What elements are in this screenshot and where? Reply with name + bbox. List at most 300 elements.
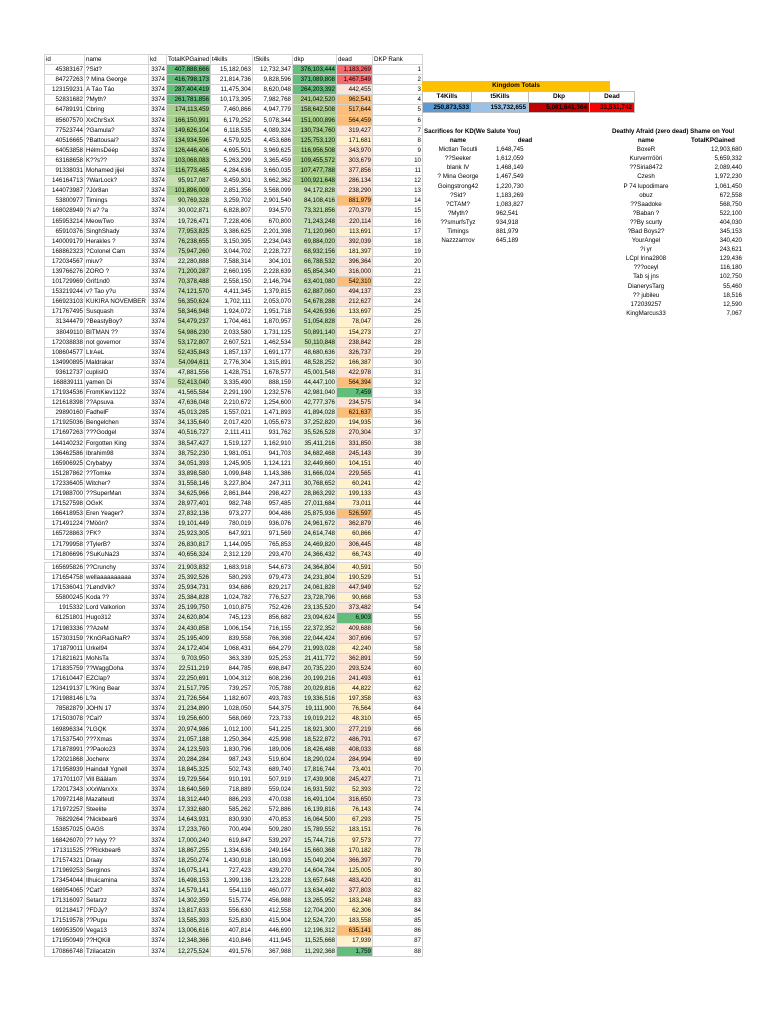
table-cell: 3374 xyxy=(149,125,167,135)
table-cell: Kurverrrööri xyxy=(629,155,663,163)
column-header: kd xyxy=(149,55,167,65)
table-cell: Steelite xyxy=(85,805,149,815)
table-cell: 42,777,376 xyxy=(293,398,337,408)
table-row xyxy=(45,337,423,347)
list-item xyxy=(610,163,744,172)
table-cell: 82 xyxy=(373,886,423,896)
table-cell: 238,290 xyxy=(337,186,373,196)
table-cell: 41,894,028 xyxy=(293,408,337,418)
table-cell: 3374 xyxy=(149,845,167,855)
table-cell: 17,939 xyxy=(337,936,373,946)
table-cell: 68,932,156 xyxy=(293,246,337,256)
table-cell: 12,732,347 xyxy=(253,65,293,75)
table-cell: Ibrahim98 xyxy=(85,448,149,458)
sacrifices-table xyxy=(422,136,556,245)
table-cell: 55800245 xyxy=(45,593,85,603)
table-cell: 91338031 xyxy=(45,166,85,176)
table-row xyxy=(45,65,423,75)
table-row xyxy=(45,327,423,337)
list-item xyxy=(610,200,744,209)
table-cell: 63 xyxy=(373,694,423,704)
table-cell: 270,304 xyxy=(337,428,373,438)
table-cell: 18,522,872 xyxy=(293,734,337,744)
table-cell: 3374 xyxy=(149,65,167,75)
table-cell: 3374 xyxy=(149,539,167,549)
table-row xyxy=(45,367,423,377)
table-cell: ??AzeM xyxy=(85,623,149,633)
table-cell: 170972148 xyxy=(45,795,85,805)
table-cell: 171988700 xyxy=(45,489,85,499)
table-cell: 139766276 xyxy=(45,266,85,276)
table-row xyxy=(45,196,423,206)
table-cell: 1,024,782 xyxy=(211,593,253,603)
column-header: dead xyxy=(337,55,373,65)
table-cell: 568,750 xyxy=(719,200,742,208)
table-cell: 15,660,368 xyxy=(293,845,337,855)
table-row xyxy=(45,926,423,936)
table-cell: 407,814 xyxy=(211,926,253,936)
table-cell: 229,565 xyxy=(337,468,373,478)
table-cell: 35,411,216 xyxy=(293,438,337,448)
table-cell: 8 xyxy=(373,135,423,145)
table-cell: 541,225 xyxy=(253,724,293,734)
table-cell: 13 xyxy=(373,186,423,196)
table-cell: 3374 xyxy=(149,246,167,256)
table-cell: 25,923,305 xyxy=(167,529,211,539)
table-cell: 3374 xyxy=(149,613,167,623)
table-cell: 3374 xyxy=(149,509,167,519)
table-cell: 941,703 xyxy=(253,448,293,458)
table-cell: 166923103 xyxy=(45,297,85,307)
table-cell: JOHN 17 xyxy=(85,704,149,714)
table-cell: 63168658 xyxy=(45,155,85,165)
table-cell: 171879011 xyxy=(45,643,85,653)
table-cell: 3374 xyxy=(149,357,167,367)
table-cell: 108604577 xyxy=(45,347,85,357)
table-cell: 52,413,040 xyxy=(167,378,211,388)
table-cell: 171519578 xyxy=(45,916,85,926)
table-cell: 392,039 xyxy=(337,236,373,246)
table-cell: 303,679 xyxy=(337,155,373,165)
table-cell: 3374 xyxy=(149,327,167,337)
table-cell: 183,558 xyxy=(337,916,373,926)
list-item xyxy=(422,227,556,236)
table-cell: 62,306 xyxy=(337,906,373,916)
list-item xyxy=(610,282,744,291)
table-cell: 1,467,549 xyxy=(496,173,524,181)
table-cell: 700,494 xyxy=(211,825,253,835)
table-cell: 38,547,427 xyxy=(167,438,211,448)
table-cell: 24,123,593 xyxy=(167,744,211,754)
table-cell: 298,427 xyxy=(253,489,293,499)
dkp-table-page-1 xyxy=(44,54,423,560)
list-item xyxy=(610,209,744,218)
table-cell: 80 xyxy=(373,865,423,875)
table-cell: 90,668 xyxy=(337,593,373,603)
table-cell: 35,526,528 xyxy=(293,428,337,438)
table-cell: 2,033,580 xyxy=(211,327,253,337)
table-cell: 2,861,844 xyxy=(211,489,253,499)
table-cell: 982,748 xyxy=(211,499,253,509)
table-cell: 396,364 xyxy=(337,256,373,266)
table-cell: 134990895 xyxy=(45,357,85,367)
table-cell: 856,682 xyxy=(253,613,293,623)
table-cell: 45 xyxy=(373,509,423,519)
table-cell: 3374 xyxy=(149,176,167,186)
table-cell: 125,753,120 xyxy=(293,135,337,145)
table-cell: 284,994 xyxy=(337,754,373,764)
table-cell: 34,051,393 xyxy=(167,458,211,468)
table-cell: 64053858 xyxy=(45,145,85,155)
table-cell: 171835759 xyxy=(45,663,85,673)
table-cell: 494,137 xyxy=(337,287,373,297)
table-cell: 3374 xyxy=(149,633,167,643)
table-cell: 197,358 xyxy=(337,694,373,704)
table-cell: 16,498,153 xyxy=(167,875,211,885)
table-cell: 446,690 xyxy=(253,926,293,936)
table-cell: 3374 xyxy=(149,367,167,377)
table-cell: Ilhuicamina xyxy=(85,875,149,885)
table-cell: ? Mina George xyxy=(85,75,149,85)
table-cell: 166,387 xyxy=(337,357,373,367)
table-cell: L?a xyxy=(85,694,149,704)
table-cell: 33 xyxy=(373,388,423,398)
table-cell: 1,334,636 xyxy=(211,845,253,855)
table-cell: 12,196,312 xyxy=(293,926,337,936)
table-cell: 39 xyxy=(373,448,423,458)
table-cell: ?SuKuNa23 xyxy=(85,549,149,559)
table-cell: 52 xyxy=(373,583,423,593)
table-cell: 3374 xyxy=(149,408,167,418)
table-cell: 1,471,893 xyxy=(253,408,293,418)
table-cell: 154,273 xyxy=(337,327,373,337)
table-cell: 306,445 xyxy=(337,539,373,549)
table-cell: 14,302,359 xyxy=(167,896,211,906)
table-cell: 2,312,129 xyxy=(211,549,253,559)
table-cell: 987,243 xyxy=(211,754,253,764)
table-cell: Maldrakar xyxy=(85,357,149,367)
table-cell: 70,378,488 xyxy=(167,277,211,287)
table-row xyxy=(45,734,423,744)
table-cell: 745,123 xyxy=(211,613,253,623)
table-cell: 3374 xyxy=(149,448,167,458)
table-cell: 486,791 xyxy=(337,734,373,744)
table-cell: 40,656,324 xyxy=(167,549,211,559)
table-cell: 22,511,219 xyxy=(167,663,211,673)
table-cell: ?Cat? xyxy=(85,886,149,896)
table-cell: 165695826 xyxy=(45,563,85,573)
table-cell: 1,678,577 xyxy=(253,367,293,377)
table-cell: 169896334 xyxy=(45,724,85,734)
table-cell: 408,033 xyxy=(337,744,373,754)
table-cell: 3374 xyxy=(149,549,167,559)
table-cell: 78 xyxy=(373,845,423,855)
table-cell: 425,998 xyxy=(253,734,293,744)
table-cell: 21,234,890 xyxy=(167,704,211,714)
table-cell: 3,459,301 xyxy=(211,176,253,186)
table-cell: 171610447 xyxy=(45,674,85,684)
table-cell: 75,947,260 xyxy=(167,246,211,256)
table-row xyxy=(45,916,423,926)
table-cell: 171311525 xyxy=(45,845,85,855)
table-cell: 3,044,702 xyxy=(211,246,253,256)
table-row xyxy=(45,438,423,448)
table-cell: ??Tomke xyxy=(85,468,149,478)
table-cell: 171988146 xyxy=(45,694,85,704)
table-cell: 24,469,820 xyxy=(293,539,337,549)
list-item xyxy=(610,145,744,154)
table-row xyxy=(45,519,423,529)
table-cell: 957,485 xyxy=(253,499,293,509)
column-header: t5kills xyxy=(253,55,293,65)
table-cell: 24,061,828 xyxy=(293,583,337,593)
table-cell: 3374 xyxy=(149,105,167,115)
list-item xyxy=(610,191,744,200)
list-item xyxy=(422,236,556,245)
list-item xyxy=(422,154,556,163)
table-cell: 58,346,948 xyxy=(167,307,211,317)
table-cell: 1,124,121 xyxy=(253,458,293,468)
table-cell: 26,830,817 xyxy=(167,539,211,549)
table-row xyxy=(45,694,423,704)
table-cell: 3374 xyxy=(149,714,167,724)
table-cell: 18 xyxy=(373,236,423,246)
table-cell: 13,006,616 xyxy=(167,926,211,936)
table-cell: 6 xyxy=(373,115,423,125)
table-row xyxy=(45,186,423,196)
table-cell: 91218417 xyxy=(45,906,85,916)
table-cell: 3374 xyxy=(149,287,167,297)
table-cell: 3374 xyxy=(149,855,167,865)
table-cell: ???oceyl xyxy=(633,264,659,272)
table-cell: 75 xyxy=(373,815,423,825)
table-cell: 71,243,248 xyxy=(293,216,337,226)
table-cell: 507,919 xyxy=(253,774,293,784)
table-row xyxy=(45,529,423,539)
table-cell: 53800977 xyxy=(45,196,85,206)
list-item xyxy=(610,245,744,254)
table-cell: 38,752,230 xyxy=(167,448,211,458)
table-cell: 1,870,957 xyxy=(253,317,293,327)
table-cell: 439,270 xyxy=(253,865,293,875)
table-row xyxy=(45,317,423,327)
table-cell: 56,350,624 xyxy=(167,297,211,307)
table-cell: 564,394 xyxy=(337,378,373,388)
table-cell: MeowTwo xyxy=(85,216,149,226)
table-cell: 84 xyxy=(373,906,423,916)
table-cell: Goingstrong42 xyxy=(437,182,479,190)
table-cell: Susquash xyxy=(85,307,149,317)
table-cell: 16,491,104 xyxy=(293,795,337,805)
table-row xyxy=(45,936,423,946)
table-cell: 172039257 xyxy=(630,300,662,308)
table-cell: 34,135,640 xyxy=(167,418,211,428)
table-cell: 515,774 xyxy=(211,896,253,906)
table-row xyxy=(45,825,423,835)
table-cell: 362,891 xyxy=(337,653,373,663)
table-cell: 20,284,284 xyxy=(167,754,211,764)
table-cell: 81 xyxy=(373,875,423,885)
table-cell: 18,250,274 xyxy=(167,855,211,865)
column-header: name xyxy=(449,137,467,145)
table-cell: 40 xyxy=(373,458,423,468)
table-cell: 3374 xyxy=(149,196,167,206)
list-item xyxy=(422,181,556,190)
list-item xyxy=(422,209,556,218)
table-cell: 1915332 xyxy=(45,603,85,613)
table-cell: 19,256,600 xyxy=(167,714,211,724)
table-cell: 43 xyxy=(373,489,423,499)
table-cell: 3374 xyxy=(149,563,167,573)
table-cell: 1,315,891 xyxy=(253,357,293,367)
table-cell: 491,576 xyxy=(211,946,253,956)
table-cell: 25 xyxy=(373,307,423,317)
table-cell: 76,143 xyxy=(337,805,373,815)
table-cell: 1,981,051 xyxy=(211,448,253,458)
table-cell: 129,436 xyxy=(719,255,742,263)
table-cell: 85 xyxy=(373,916,423,926)
table-cell: 100,921,648 xyxy=(293,176,337,186)
table-cell: 460,077 xyxy=(253,886,293,896)
table-row xyxy=(45,643,423,653)
table-cell: 1,467,549 xyxy=(337,75,373,85)
table-cell: 88 xyxy=(373,946,423,956)
table-cell: 18,921,300 xyxy=(293,724,337,734)
table-cell: 1,731,125 xyxy=(253,327,293,337)
table-cell: 3374 xyxy=(149,317,167,327)
table-cell: 168954065 xyxy=(45,886,85,896)
table-cell: 14,579,141 xyxy=(167,886,211,896)
table-cell: 580,293 xyxy=(211,573,253,583)
table-cell: 1,468,149 xyxy=(496,164,524,172)
table-cell: 21,411,772 xyxy=(293,653,337,663)
table-cell: 173454044 xyxy=(45,875,85,885)
table-cell: 3374 xyxy=(149,135,167,145)
table-cell: 183,151 xyxy=(337,825,373,835)
table-row xyxy=(45,489,423,499)
table-cell: ?TylerB? xyxy=(85,539,149,549)
table-cell: 1,183,269 xyxy=(337,65,373,75)
table-cell: 647,921 xyxy=(211,529,253,539)
table-cell: 4,947,779 xyxy=(253,105,293,115)
table-cell: 3374 xyxy=(149,206,167,216)
table-cell: 519,604 xyxy=(253,754,293,764)
table-cell: 23,135,520 xyxy=(293,603,337,613)
table-cell: 2,607,521 xyxy=(211,337,253,347)
table-cell: 10 xyxy=(373,155,423,165)
table-row xyxy=(45,509,423,519)
table-cell: 14,643,931 xyxy=(167,815,211,825)
table-cell: A Táo Táo xyxy=(85,85,149,95)
table-cell: 3,969,625 xyxy=(253,145,293,155)
table-cell: HélmsDéép xyxy=(85,145,149,155)
table-cell: Mohamed jijel xyxy=(85,166,149,176)
table-cell: ?i yr xyxy=(640,246,652,254)
table-cell: 44 xyxy=(373,499,423,509)
table-cell: 172038838 xyxy=(45,337,85,347)
table-cell: 326,737 xyxy=(337,347,373,357)
table-cell: ZORO ? xyxy=(85,266,149,276)
table-cell: 888,159 xyxy=(253,378,293,388)
table-cell: 16 xyxy=(373,216,423,226)
table-cell: 2,228,639 xyxy=(253,266,293,276)
table-row xyxy=(45,805,423,815)
table-cell: Crybabyy xyxy=(85,458,149,468)
table-cell: 1,183,269 xyxy=(496,191,524,199)
table-cell: 166,150,991 xyxy=(167,115,211,125)
table-cell: 149,626,104 xyxy=(167,125,211,135)
table-cell: 101,896,009 xyxy=(167,186,211,196)
table-cell: 41 xyxy=(373,468,423,478)
table-cell: 3374 xyxy=(149,764,167,774)
table-row xyxy=(45,277,423,287)
table-cell: 77,953,825 xyxy=(167,226,211,236)
table-cell: 4,453,686 xyxy=(253,135,293,145)
table-cell: 2,776,304 xyxy=(211,357,253,367)
table-cell: 140009179 xyxy=(45,236,85,246)
table-cell: 12,590 xyxy=(723,300,742,308)
table-cell: 238,842 xyxy=(337,337,373,347)
table-cell: 172336405 xyxy=(45,478,85,488)
table-cell: 316,650 xyxy=(337,795,373,805)
table-cell: 171654758 xyxy=(45,573,85,583)
table-cell: 169953509 xyxy=(45,926,85,936)
table-cell: ?Sid? xyxy=(450,191,466,199)
table-cell: 18,867,255 xyxy=(167,845,211,855)
table-cell: 54,678,288 xyxy=(293,297,337,307)
table-cell: 3374 xyxy=(149,694,167,704)
table-cell: 3374 xyxy=(149,256,167,266)
table-cell: 17 xyxy=(373,226,423,236)
table-cell: 362,879 xyxy=(337,519,373,529)
table-cell: 718,889 xyxy=(211,785,253,795)
table-cell: YourAngel xyxy=(631,237,661,245)
table-cell: 3374 xyxy=(149,653,167,663)
table-cell: 18,426,488 xyxy=(293,744,337,754)
table-cell: 3374 xyxy=(149,724,167,734)
table-cell: 45,013,285 xyxy=(167,408,211,418)
table-cell: 343,970 xyxy=(337,145,373,155)
table-row xyxy=(45,875,423,885)
table-cell: 66,743 xyxy=(337,549,373,559)
table-cell: 962,541 xyxy=(337,95,373,105)
table-cell: 13,634,492 xyxy=(293,886,337,896)
table-cell: 171697263 xyxy=(45,428,85,438)
table-cell: 881,979 xyxy=(337,196,373,206)
table-cell: 171878991 xyxy=(45,744,85,754)
table-cell: wellaaaaaaaaaa xyxy=(85,573,149,583)
table-cell: 727,423 xyxy=(211,865,253,875)
table-cell: 54,426,936 xyxy=(293,307,337,317)
table-cell: 220,114 xyxy=(337,216,373,226)
table-cell: 20,974,986 xyxy=(167,724,211,734)
table-cell: 54,094,611 xyxy=(167,357,211,367)
table-cell: 70 xyxy=(373,764,423,774)
table-cell: 73,401 xyxy=(337,764,373,774)
table-cell: 307,696 xyxy=(337,633,373,643)
table-cell: 886,293 xyxy=(211,795,253,805)
table-cell: 780,019 xyxy=(211,519,253,529)
table-cell: 171799958 xyxy=(45,539,85,549)
table-cell: 144073987 xyxy=(45,186,85,196)
table-cell: 881,979 xyxy=(496,227,519,235)
table-cell: 2,228,727 xyxy=(253,246,293,256)
column-header: name xyxy=(85,55,149,65)
table-cell: 65910376 xyxy=(45,226,85,236)
table-cell: LCpl Irina2808 xyxy=(625,255,667,263)
table-cell: 52831682 xyxy=(45,95,85,105)
table-cell: 54 xyxy=(373,603,423,613)
